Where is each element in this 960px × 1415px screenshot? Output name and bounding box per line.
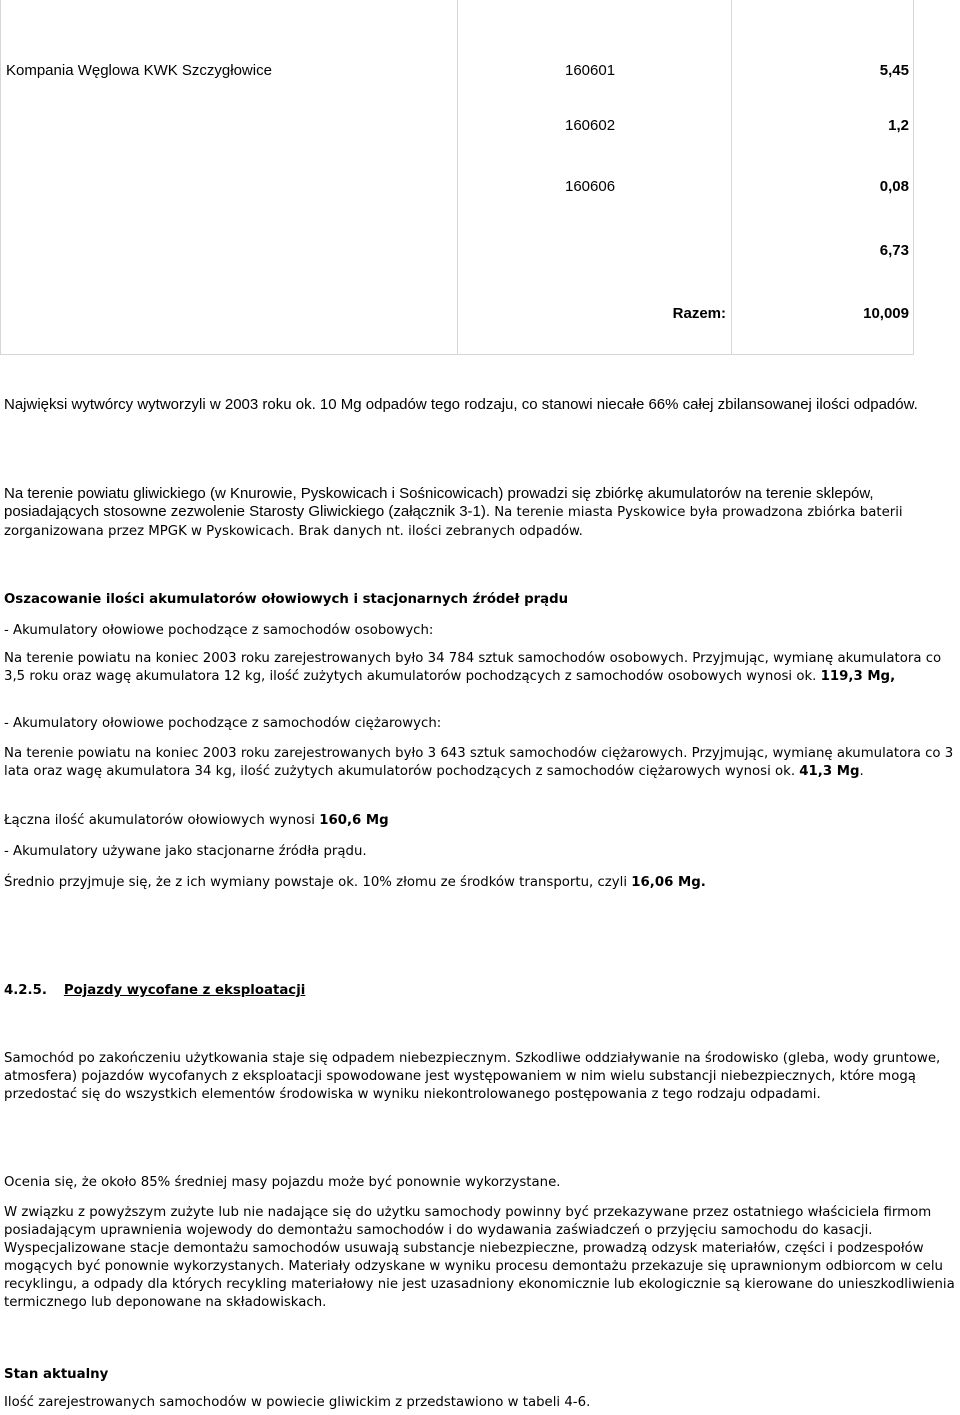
table-border-right bbox=[913, 0, 914, 355]
paragraph-scrap-text: Średnio przyjmuje się, że z ich wymiany powstaje ok. 10% złomu ze środków transportu, czyli bbox=[4, 875, 628, 890]
paragraph-truck-text: Na terenie powiatu na koniec 2003 roku zarejestrowanych było 3 643 sztuk samochodów ciężarowych. Przyjmując, wymianę akumulatora co 3 lata oraz wagę akumulatora 34 kg, ilość zużytych akumulatorów pochodzących z samochodów ciężarowych wynosi ok. bbox=[4, 746, 954, 779]
paragraph-total-lead bbox=[4, 812, 959, 830]
total-lead-value: 160,6 Mg bbox=[319, 813, 389, 828]
scrap-value: 16,06 Mg. bbox=[631, 875, 706, 890]
paragraph-producers: Najwięksi wytwórcy wytworzyli w 2003 roku ok. 10 Mg odpadów tego rodzaju, co stanowi niecałe 66% całej zbilansowanej ilości odpadów. bbox=[4, 396, 918, 413]
table-total-label: Razem: bbox=[672, 305, 726, 322]
truck-battery-value: 41,3 Mg bbox=[799, 764, 860, 779]
waste-table bbox=[0, 0, 960, 355]
bullet-passenger-batteries: - Akumulatory ołowiowe pochodzące z samochodów osobowych: bbox=[4, 623, 434, 638]
paragraph-reuse: Ocenia się, że około 85% średniej masy pojazdu może być ponownie wykorzystane. bbox=[4, 1175, 561, 1190]
section-heading bbox=[4, 982, 959, 1000]
table-border-left bbox=[0, 0, 1, 355]
table-cell-value: 5,45 bbox=[879, 62, 909, 79]
passenger-battery-value: 119,3 Mg, bbox=[820, 669, 896, 684]
table-border-col1 bbox=[457, 0, 458, 355]
table-cell-value: 6,73 bbox=[879, 242, 909, 259]
table-cell-code: 160601 bbox=[565, 62, 616, 79]
table-cell-code: 160602 bbox=[565, 117, 616, 134]
paragraph-truck bbox=[4, 745, 959, 781]
paragraph-vehicles-hazard: Samochód po zakończeniu użytkowania staje się odpadem niebezpiecznym. Szkodliwe oddziaływanie na środowisko (gleba, wody gruntowe, atmosfera) pojazdów wycofanych z eksploatacji spowodowane jest występowaniem w nim wielu substancji niebezpiecznych, które mogą przedostać się do wszystkich elementów środowiska w wyniku niekontrolowanego postępowania z tego rodzaju odpadami. bbox=[4, 1051, 941, 1102]
section-title: Pojazdy wycofane z eksploatacji bbox=[63, 983, 306, 998]
table-cell-code: 160606 bbox=[565, 178, 616, 195]
table-border-bottom bbox=[0, 354, 914, 355]
paragraph-registered: Ilość zarejestrowanych samochodów w powiecie gliwickim z przedstawiono w tabeli 4-6. bbox=[4, 1395, 591, 1410]
heading-current-state bbox=[4, 1366, 959, 1384]
heading-estimation bbox=[4, 591, 959, 609]
paragraph-truck-end: . bbox=[859, 764, 864, 779]
paragraph-dismantling: W związku z powyższym zużyte lub nie nadające się do użytku samochody powinny być przekazywane przez ostatniego właściciela firmom posiadającym uprawnienia wojewody do demontażu samochodów i do wydawania zaświadczeń o przyjęciu samochodu do kasacji. Wyspecjalizowane stacje demontażu samochodów usuwają substancje niebezpieczne, prowadzą odzysk materiałów, części i podzespołów mogących być ponownie wykorzystanych. Materiały odzyskane w wyniku procesu demontażu przekazuje się uprawnionym odbiorcom w celu recyklingu, a odpady dla których recykling materiałowy nie jest uzasadniony ekonomicznie lub ekologicznie są kierowane do unieszkodliwienia termicznego lub deponowane na składowiskach. bbox=[4, 1205, 955, 1310]
heading-estimation-text: Oszacowanie ilości akumulatorów ołowiowych i stacjonarnych źródeł prądu bbox=[4, 592, 569, 607]
heading-current-state-text: Stan aktualny bbox=[4, 1367, 109, 1382]
paragraph-passenger bbox=[4, 650, 959, 686]
table-border-col2 bbox=[731, 0, 732, 355]
table-total-value: 10,009 bbox=[863, 305, 909, 322]
paragraph-passenger-text: Na terenie powiatu na koniec 2003 roku zarejestrowanych było 34 784 sztuk samochodów osobowych. Przyjmując, wymianę akumulatora co 3,5 roku oraz wagę akumulatora 12 kg, ilość zużytych akumulatorów pochodzących z samochodów osobowych wynosi ok. bbox=[4, 651, 942, 684]
paragraph-collection-part1: Na terenie powiatu gliwickiego (w Knurowie, Pyskowicach i Sośnicowicach) prowadzi się zbiórkę akumulatorów na terenie sklepów, posiadających stosowne zezwolenie Starosty Gliwickiego (załącznik 3-1). bbox=[4, 485, 874, 520]
section-number: 4.2.5. bbox=[4, 983, 47, 998]
paragraph-collection-part2: Na terenie miasta Pyskowice była prowadzona zbiórka baterii zorganizowana przez MPGK w Pyskowicach. Brak danych nt. ilości zebranych odpadów. bbox=[4, 505, 903, 539]
paragraph-scrap bbox=[4, 874, 959, 892]
table-cell-company: Kompania Węglowa KWK Szczygłowice bbox=[6, 62, 272, 79]
bullet-truck-batteries: - Akumulatory ołowiowe pochodzące z samochodów ciężarowych: bbox=[4, 716, 442, 731]
paragraph-collection bbox=[4, 485, 959, 541]
table-cell-value: 0,08 bbox=[879, 178, 909, 195]
bullet-stationary: - Akumulatory używane jako stacjonarne źródła prądu. bbox=[4, 844, 367, 859]
table-cell-value: 1,2 bbox=[888, 117, 909, 134]
paragraph-total-lead-text: Łączna ilość akumulatorów ołowiowych wynosi bbox=[4, 813, 315, 828]
